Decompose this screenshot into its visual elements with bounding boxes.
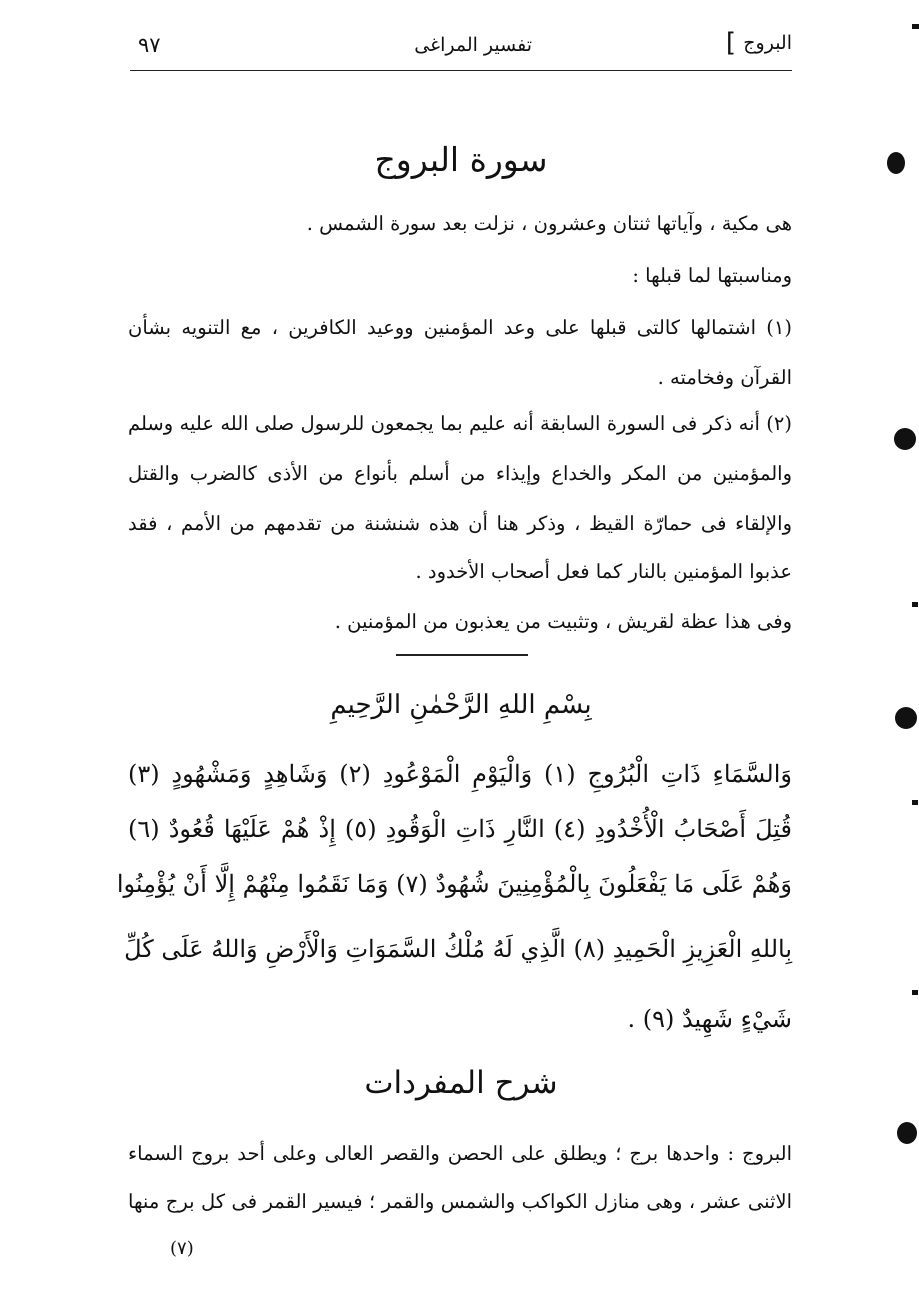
header-bracket: ]	[725, 28, 736, 58]
header-book-title: تفسير المراغى	[414, 34, 532, 56]
relation-point-1-line: (١) اشتمالها كالتى قبلها على وعد المؤمنين ووعيد الكافرين ، مع التنويه بشأن	[128, 316, 792, 339]
footer-signature: (٧)	[170, 1238, 194, 1259]
scan-speck	[912, 602, 918, 607]
scan-speck	[912, 24, 919, 29]
mufradat-title: شرح المفردات	[364, 1065, 558, 1101]
intro-line: هى مكية ، وآياتها ثنتان وعشرون ، نزلت بعد سورة الشمس .	[306, 212, 792, 235]
verse-line: قُتِلَ أَصْحَابُ الْأُخْدُودِ (٤) النَّارِ ذَاتِ الْوَقُودِ (٥) إِذْ هُمْ عَلَيْهَا قُعُودٌ (٦)	[128, 815, 793, 843]
relation-point-2-line: (٢) أنه ذكر فى السورة السابقة أنه عليم بما يجمعون للرسول صلى الله عليه وسلم	[128, 412, 792, 435]
section-separator	[396, 654, 528, 656]
mufradat-line: البروج : واحدها برج ؛ ويطلق على الحصن والقصر العالى وعلى أحد بروج السماء	[128, 1142, 792, 1165]
scan-speck	[912, 800, 918, 805]
scan-speck	[897, 1122, 917, 1144]
intro-line: ومناسبتها لما قبلها :	[632, 264, 792, 287]
basmala: بِسْمِ اللهِ الرَّحْمٰنِ الرَّحِيمِ	[330, 690, 592, 720]
scan-speck	[887, 152, 905, 174]
scan-speck	[894, 428, 916, 450]
relation-point-1-line: القرآن وفخامته .	[657, 366, 792, 389]
header-surah-name: البروج	[743, 32, 792, 54]
running-header	[130, 30, 792, 70]
verse-line: بِاللهِ الْعَزِيزِ الْحَمِيدِ (٨) الَّذِي لَهُ مُلْكُ السَّمَوَاتِ وَالْأَرْضِ وَاللهُ عَلَى كُلِّ	[124, 935, 792, 963]
relation-point-2-line: والمؤمنين من المكر والخداع وإيذاء من أسلم بأنواع من الأذى كالضرب والقتل	[128, 462, 792, 485]
closing-line: وفى هذا عظة لقريش ، وتثبيت من يعذبون من المؤمنين .	[334, 610, 792, 633]
page-number: ٩٧	[138, 33, 161, 57]
verse-line: وَالسَّمَاءِ ذَاتِ الْبُرُوجِ (١) وَالْيَوْمِ الْمَوْعُودِ (٢) وَشَاهِدٍ وَمَشْهُودٍ (٣)	[128, 760, 793, 788]
surah-title: سورة البروج	[374, 140, 548, 179]
scan-speck	[895, 707, 917, 729]
mufradat-line: الاثنى عشر ، وهى منازل الكواكب والشمس والقمر ؛ فيسير القمر فى كل برج منها	[128, 1190, 792, 1213]
verse-line: شَيْءٍ شَهِيدٌ (٩) .	[627, 1005, 792, 1033]
relation-point-2-line: والإلقاء فى حمارّة القيظ ، وذكر هنا أن هذه شنشنة من تقدمهم من الأمم ، فقد	[128, 512, 792, 535]
relation-point-2-line: عذبوا المؤمنين بالنار كما فعل أصحاب الأخدود .	[415, 560, 792, 583]
header-rule	[130, 70, 792, 71]
scan-speck	[912, 990, 918, 995]
verse-line: وَهُمْ عَلَى مَا يَفْعَلُونَ بِالْمُؤْمِنِينَ شُهُودٌ (٧) وَمَا نَقَمُوا مِنْهُمْ إِلَّا أَنْ يُؤْمِنُوا	[116, 870, 792, 898]
